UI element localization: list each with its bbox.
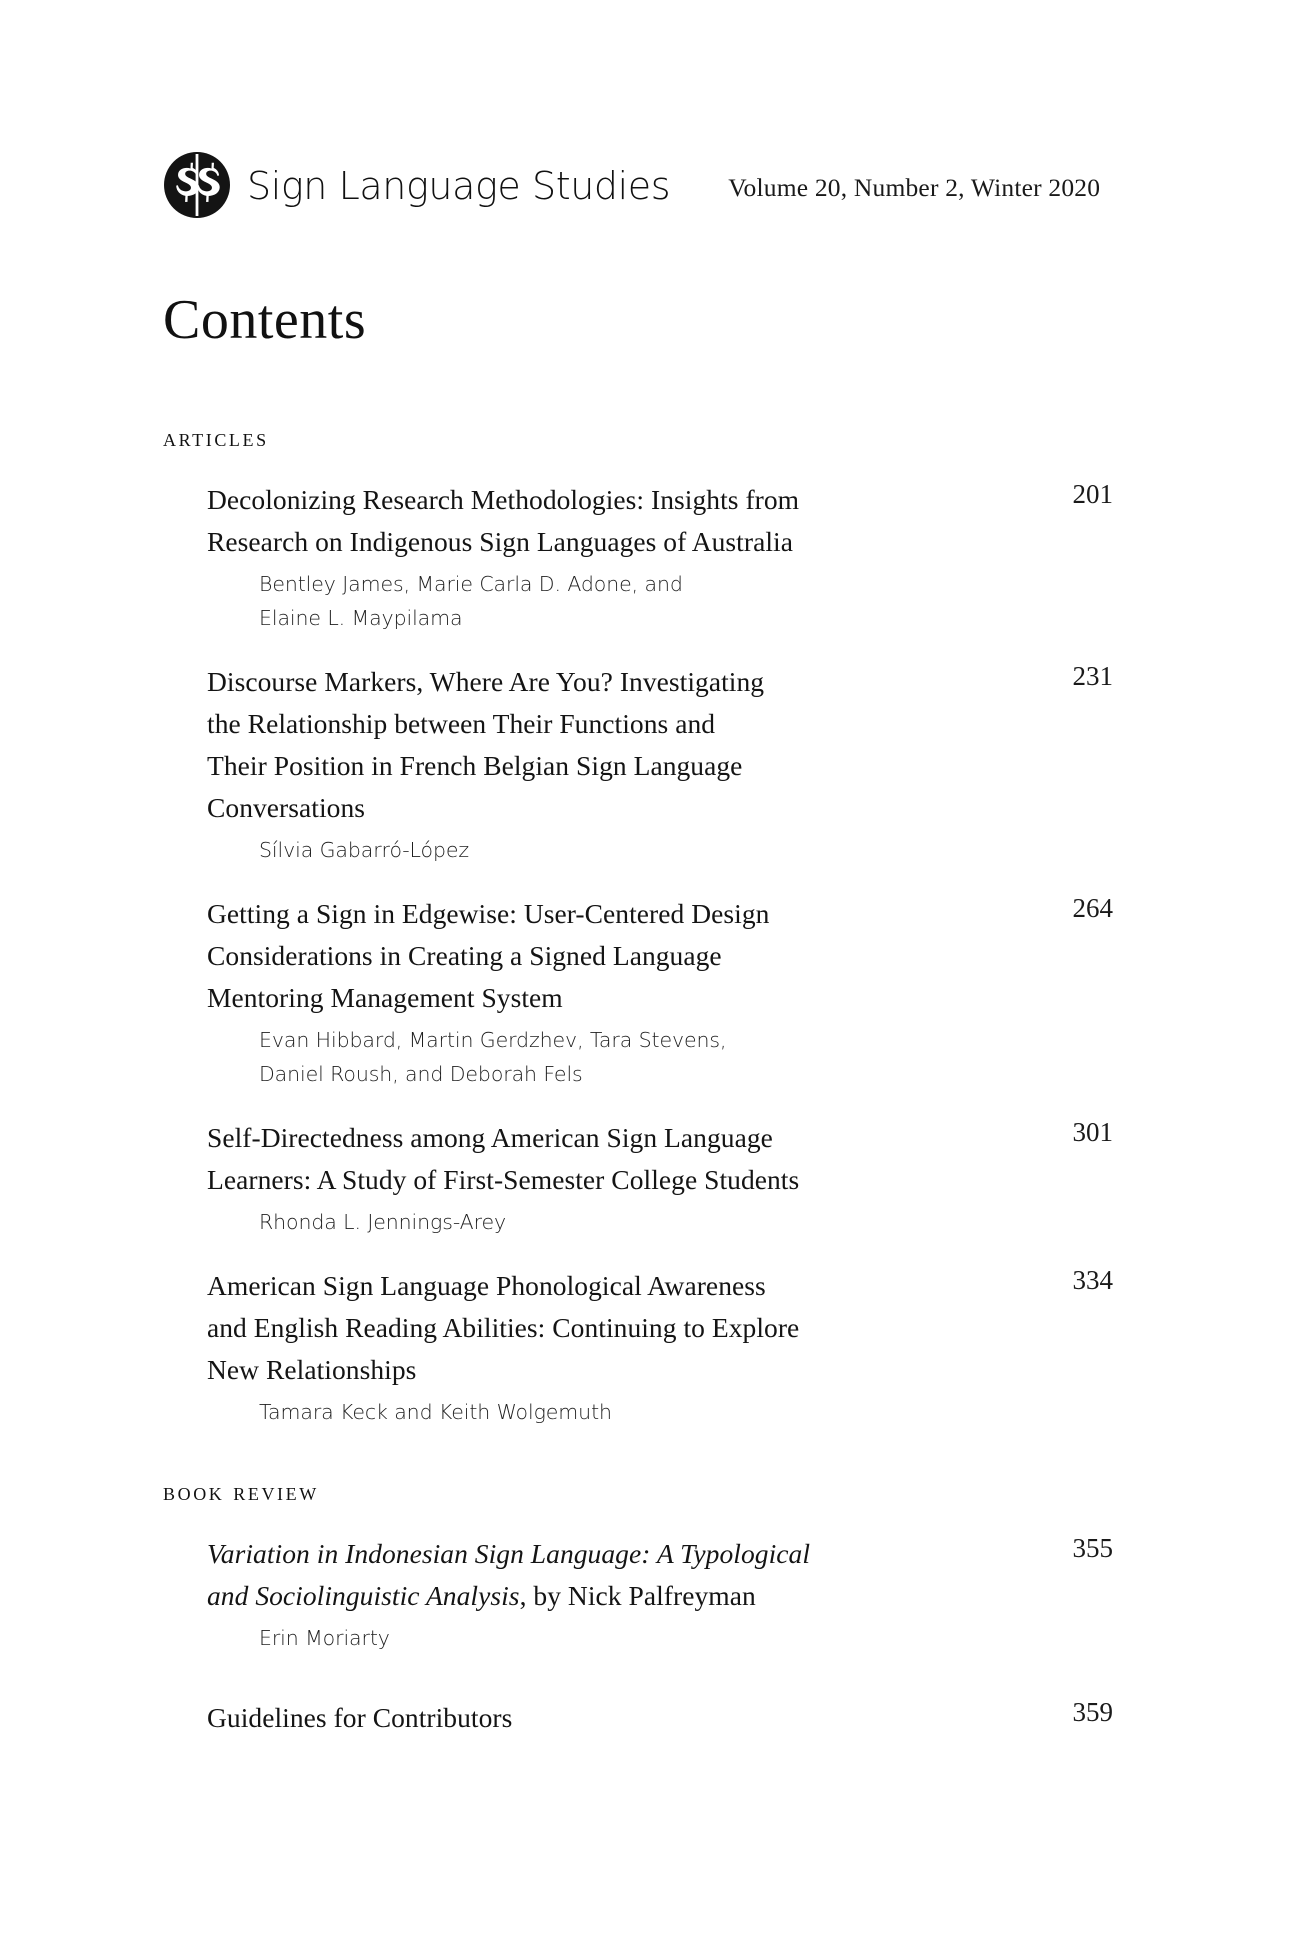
toc-entry-page-number: 231 [1072,661,1113,691]
toc-entry-page-number: 201 [1072,479,1113,509]
toc-entry-title[interactable]: Getting a Sign in Edgewise: User-Centered Design Considerations in Creating a Signed Language Mentoring Management System [207,898,770,1013]
sign-language-studies-ss-logo-icon [163,151,231,219]
toc-entry[interactable] [207,661,1113,867]
table-of-contents [163,425,1113,1765]
toc-entry-main [207,1697,1017,1739]
toc-entry-authors: Sílvia Gabarró-López [259,838,470,862]
page-title: Contents [163,289,367,351]
toc-entry-page-number: 264 [1072,893,1113,923]
toc-entry-title[interactable]: Variation in Indonesian Sign Language: A Typological and Sociolinguistic Analysis, by Nick Palfreyman [207,1538,811,1611]
toc-entry-title[interactable]: Decolonizing Research Methodologies: Insights from Research on Indigenous Sign Languages of Australia [207,484,800,557]
toc-entry-authors: Bentley James, Marie Carla D. Adone, and Elaine L. Maypilama [259,572,683,630]
toc-section-header: articles [163,425,269,452]
toc-entry-main [207,1117,1017,1239]
toc-entry-main [207,1265,1017,1429]
toc-entry-page-number: 359 [1072,1697,1113,1727]
toc-entry[interactable] [207,1117,1113,1239]
toc-entry-title[interactable]: Self-Directedness among American Sign Language Learners: A Study of First-Semester College Students [207,1122,800,1195]
toc-entry[interactable] [207,1533,1113,1655]
toc-entry[interactable] [207,893,1113,1091]
toc-entry-title[interactable]: Discourse Markers, Where Are You? Investigating the Relationship between Their Functions and Their Position in French Belgian Sign Language Conversations [207,666,765,823]
toc-entry-authors: Evan Hibbard, Martin Gerdzhev, Tara Stevens, Daniel Roush, and Deborah Fels [259,1028,727,1086]
toc-entry-authors: Rhonda L. Jennings-Arey [259,1210,507,1234]
toc-entry-page-number: 334 [1072,1265,1113,1295]
toc-section-header: book review [163,1479,319,1506]
toc-entry-guidelines[interactable] [207,1697,1113,1739]
toc-entry-authors: Tamara Keck and Keith Wolgemuth [259,1400,612,1424]
toc-entry-title[interactable]: Guidelines for Contributors [207,1702,513,1733]
toc-entry-main [207,661,1017,867]
toc-entry-main [207,1533,1017,1655]
toc-entry[interactable] [207,479,1113,635]
toc-entry-authors: Erin Moriarty [259,1626,390,1650]
toc-entry-page-number: 301 [1072,1117,1113,1147]
issue-designation: Volume 20, Number 2, Winter 2020 [728,173,1101,202]
masthead [163,150,1113,220]
journal-title: Sign Language Studies [247,164,671,208]
toc-entry-title[interactable]: American Sign Language Phonological Awareness and English Reading Abilities: Continuing to Explore New Relationships [207,1270,800,1385]
toc-entry-main [207,479,1017,635]
toc-entry-page-number: 355 [1072,1533,1113,1563]
toc-entry-main [207,893,1017,1091]
toc-entry[interactable] [207,1265,1113,1429]
